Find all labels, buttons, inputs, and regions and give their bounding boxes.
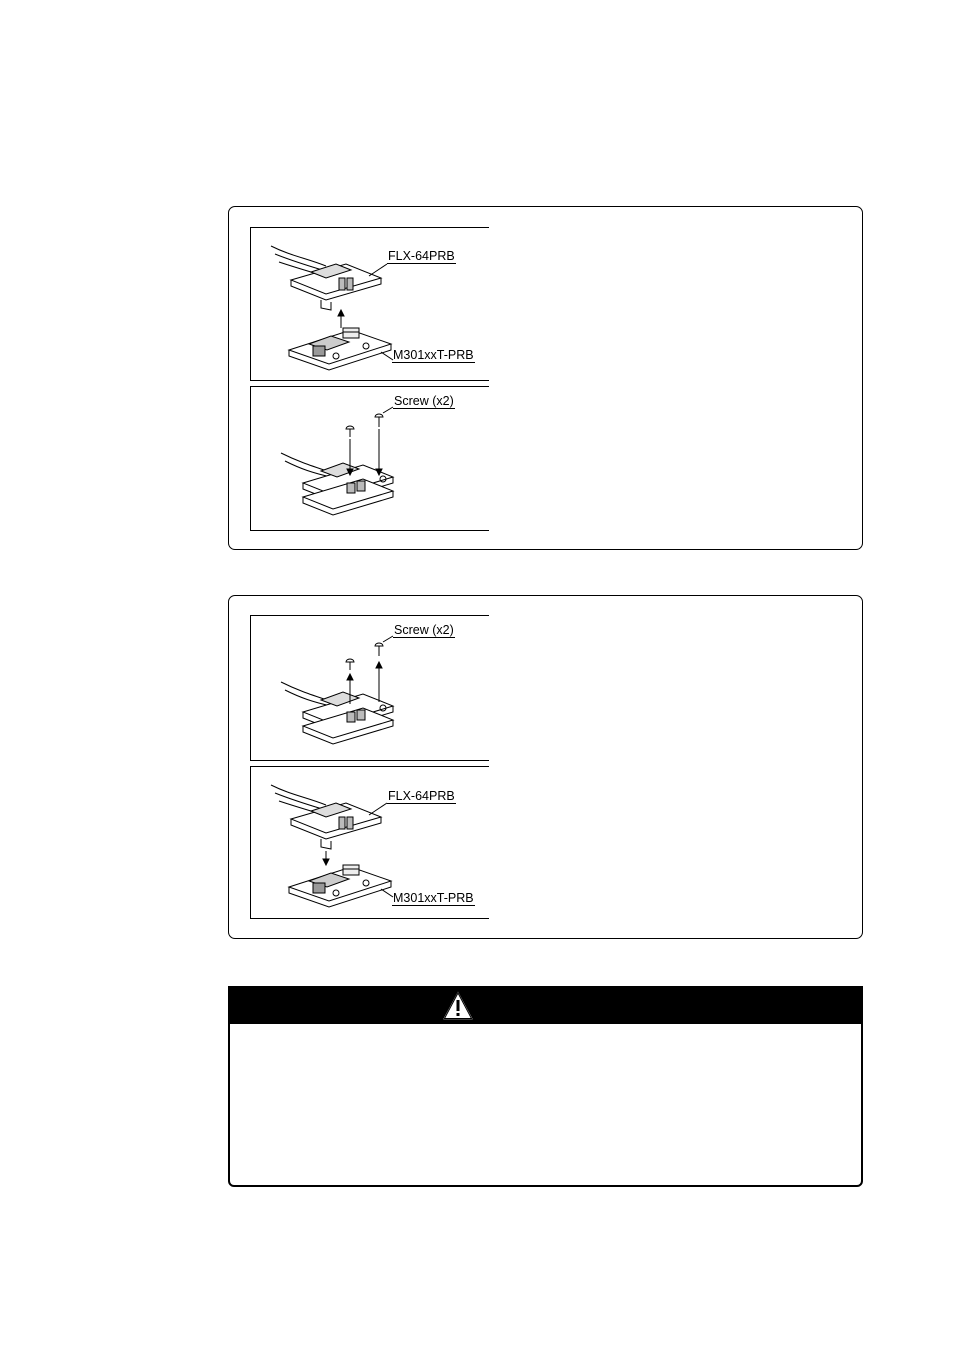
figure-connect-step2 <box>250 386 489 531</box>
flx-64prb-label: FLX-64PRB <box>388 249 455 263</box>
caution-box <box>228 986 863 1187</box>
figure-disconnect-step1 <box>250 615 489 761</box>
screw-x2-label: Screw (x2) <box>394 623 454 637</box>
screw-x2-label: Screw (x2) <box>394 394 454 408</box>
flx-64prb-label: FLX-64PRB <box>388 789 455 803</box>
warning-triangle-icon <box>440 988 476 1022</box>
m301xxt-prb-label: M301xxT-PRB <box>393 348 474 362</box>
caution-header-bar <box>228 986 863 1024</box>
m301xxt-prb-label: M301xxT-PRB <box>393 891 474 905</box>
figure-connect-step1 <box>250 227 489 381</box>
figure-disconnect-step2 <box>250 766 489 919</box>
